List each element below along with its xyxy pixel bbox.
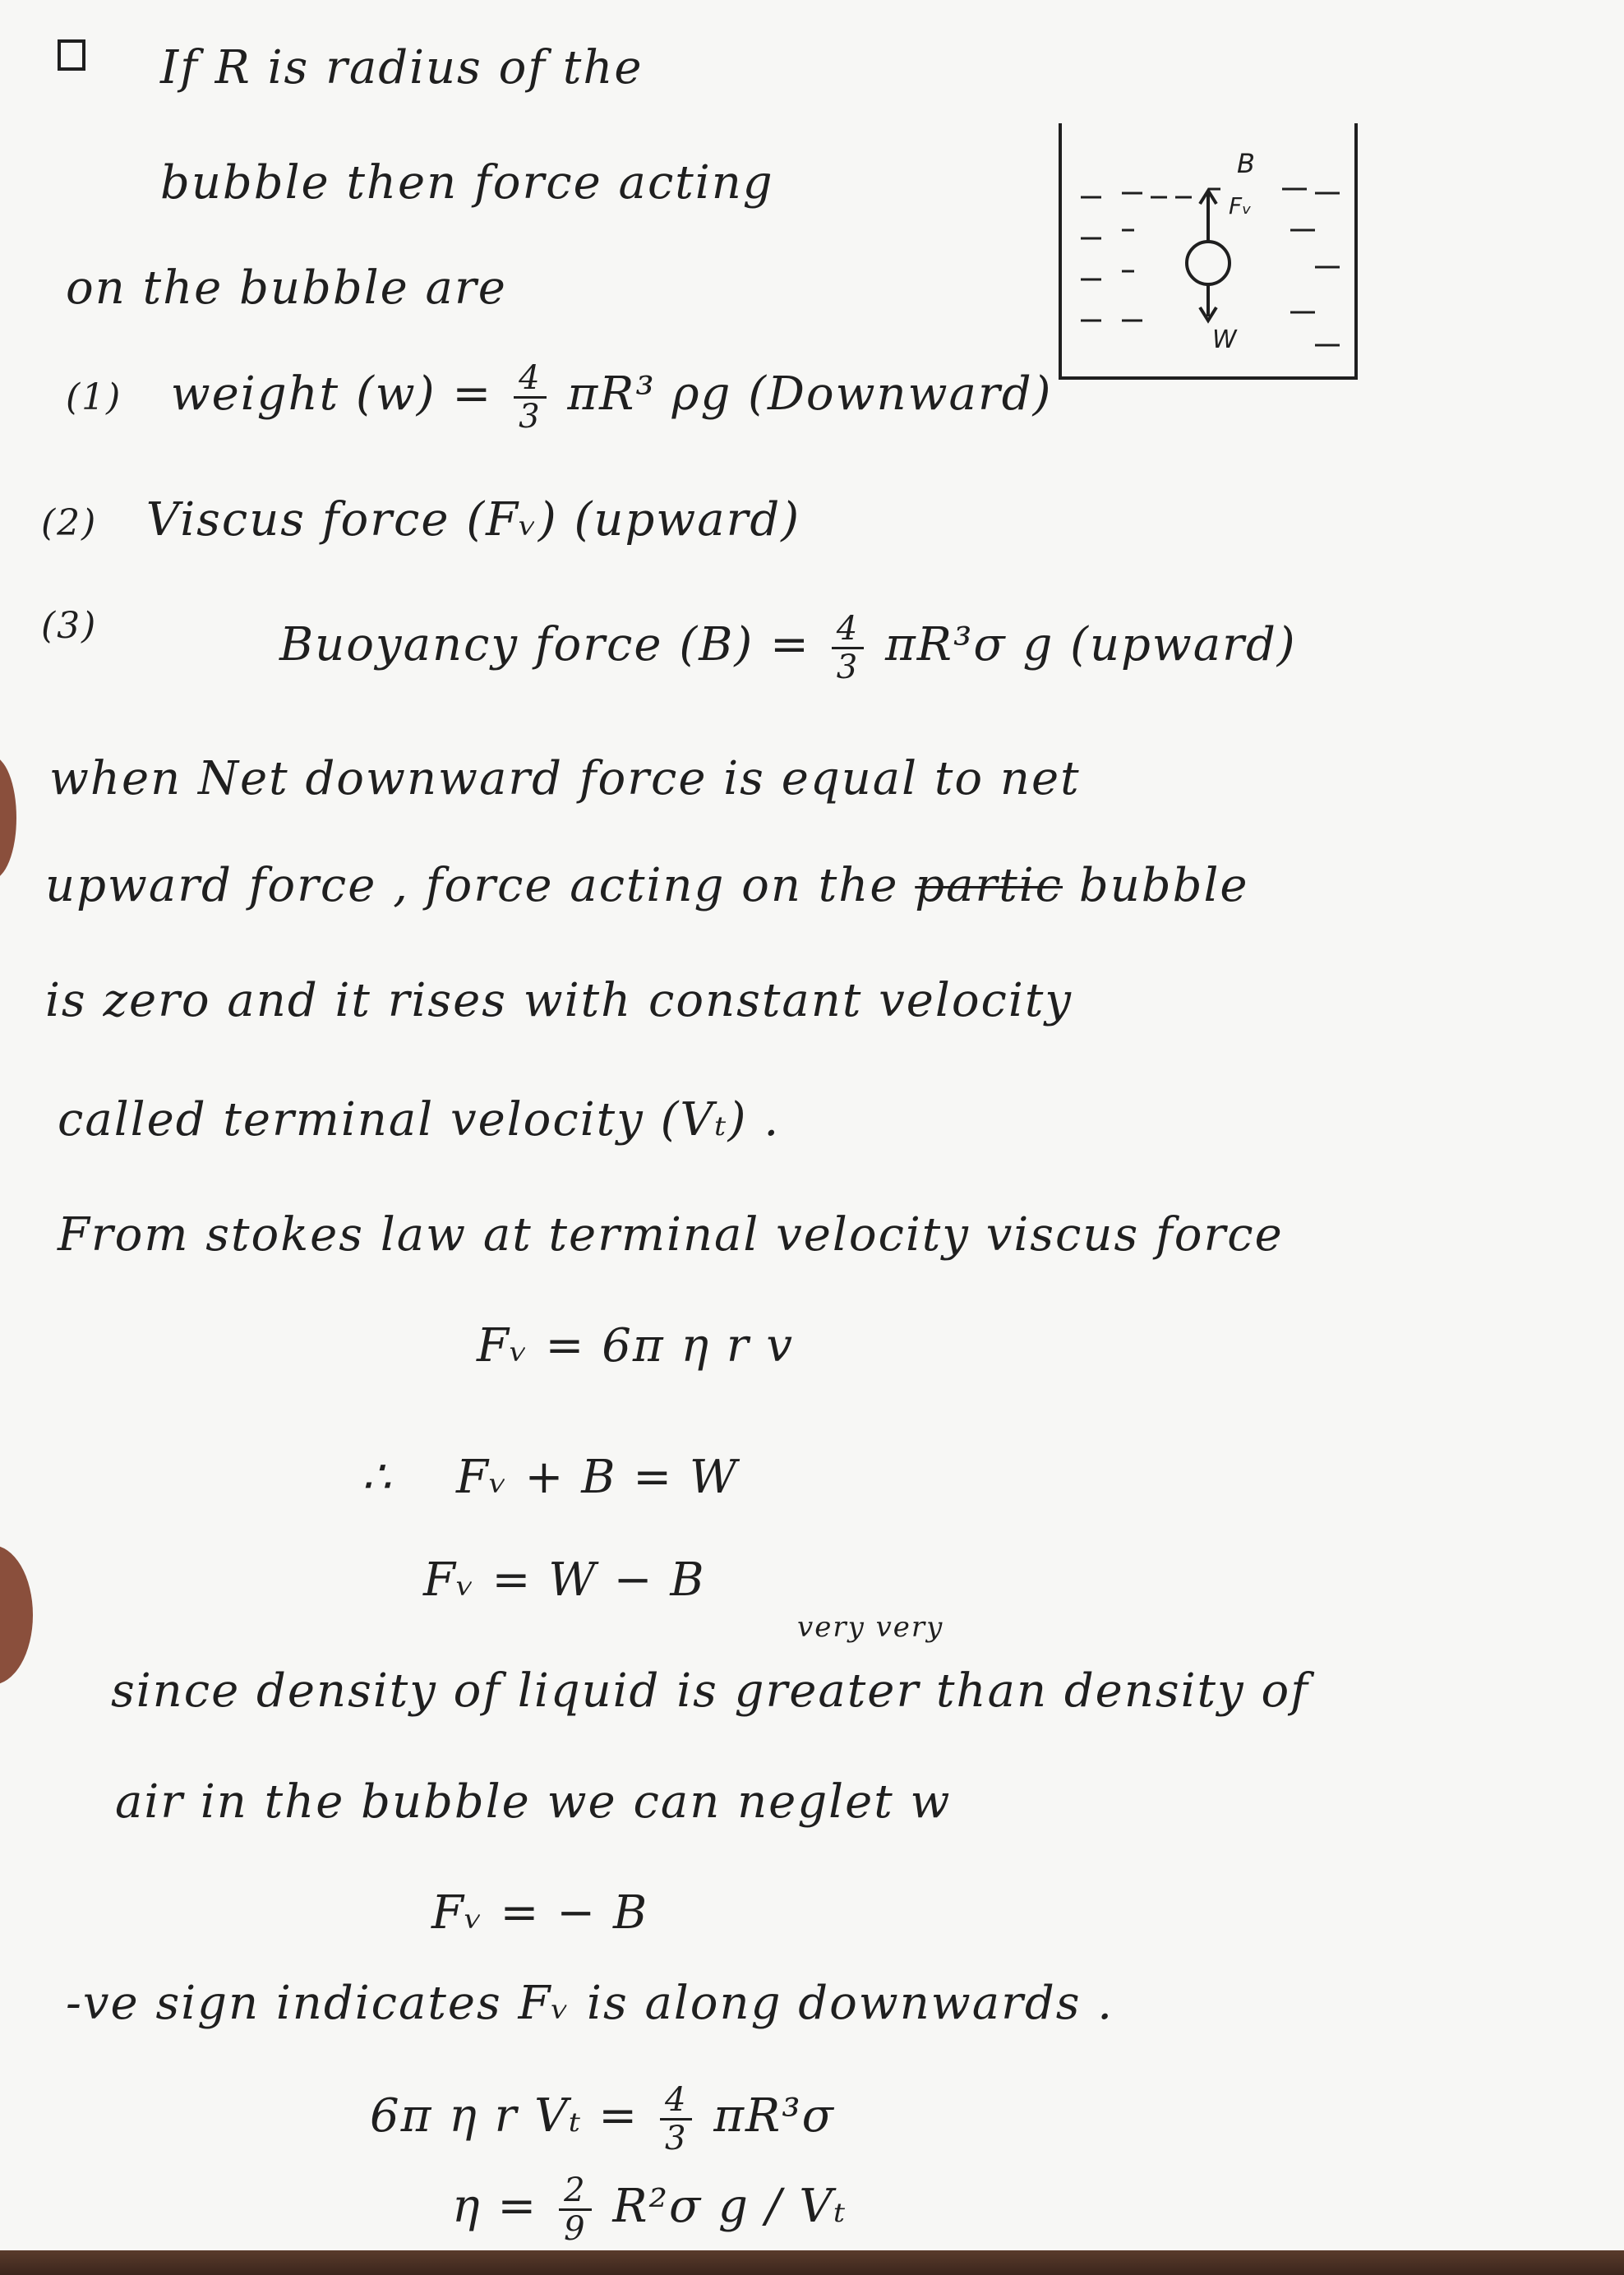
item-number: (2) xyxy=(41,502,98,544)
weight-expression: πR³ ρg (Downward) xyxy=(567,367,1053,421)
fraction: $\frac{4}{3}$ xyxy=(832,612,864,684)
label-b: B xyxy=(1237,148,1255,179)
container-sketch xyxy=(1044,115,1373,395)
item-2-viscous xyxy=(41,493,800,547)
therefore-symbol: ∴ xyxy=(362,1451,393,1504)
buoyancy-label: Buoyancy force (B) = xyxy=(279,618,810,671)
buoyancy-line xyxy=(279,612,1297,684)
label-fv: Fᵥ xyxy=(1229,192,1252,219)
item-3-buoyancy xyxy=(41,596,97,649)
equation-balance: Fᵥ + B = W xyxy=(456,1451,739,1504)
fraction: $\frac{2}{9}$ xyxy=(559,2174,591,2245)
line-10: called terminal velocity (Vₜ) . xyxy=(58,1093,781,1147)
buoyancy-expression: πR³σ g (upward) xyxy=(885,618,1297,671)
label-w: W xyxy=(1212,325,1237,354)
item-number: (1) xyxy=(66,376,122,418)
line-1: If R is radius of the xyxy=(160,41,644,95)
item-number: (3) xyxy=(41,605,98,647)
line-14: -ve sign indicates Fᵥ is along downwards . xyxy=(66,1977,1114,2030)
viscous-label: Viscus force (Fᵥ) (upward) xyxy=(145,493,801,547)
line-12: since density of liquid is greater than density of xyxy=(111,1664,1309,1718)
item-1-weight xyxy=(66,359,1053,436)
fraction: $\frac{4}{3}$ xyxy=(514,362,546,433)
equation-terminal: 6π η r Vₜ = $\frac{4}{3}$ πR³σ xyxy=(370,2081,835,2157)
thumb-shadow-upper xyxy=(0,756,16,879)
insertion-note: very very xyxy=(797,1611,944,1644)
bubble-icon xyxy=(1187,242,1230,284)
bullet-box-icon xyxy=(58,39,85,71)
equation-viscosity: η = $\frac{2}{9}$ R²σ g / Vₜ xyxy=(452,2171,847,2248)
weight-label: weight (w) = xyxy=(170,367,493,421)
line-7: when Net downward force is equal to net xyxy=(49,752,1081,805)
line-9: is zero and it rises with constant velocity xyxy=(45,974,1073,1027)
line-2: bubble then force acting xyxy=(160,156,774,210)
equation-neglect: Fᵥ = − B xyxy=(431,1886,649,1940)
line-13: air in the bubble we can neglet w xyxy=(115,1775,952,1829)
equation-difference: Fᵥ = W − B xyxy=(423,1553,706,1607)
line-8: upward force , force acting on the partic bubble xyxy=(45,859,1249,912)
crossed-out-word: partic xyxy=(915,859,1063,912)
background-strip xyxy=(0,2250,1624,2275)
equation-stokes: Fᵥ = 6π η r v xyxy=(477,1319,795,1373)
line-3: on the bubble are xyxy=(66,261,507,315)
line-11: From stokes law at terminal velocity viscus force xyxy=(58,1208,1284,1262)
thumb-shadow-lower xyxy=(0,1545,33,1685)
fraction: $\frac{4}{3}$ xyxy=(660,2083,692,2155)
bubble-diagram xyxy=(1044,115,1373,395)
